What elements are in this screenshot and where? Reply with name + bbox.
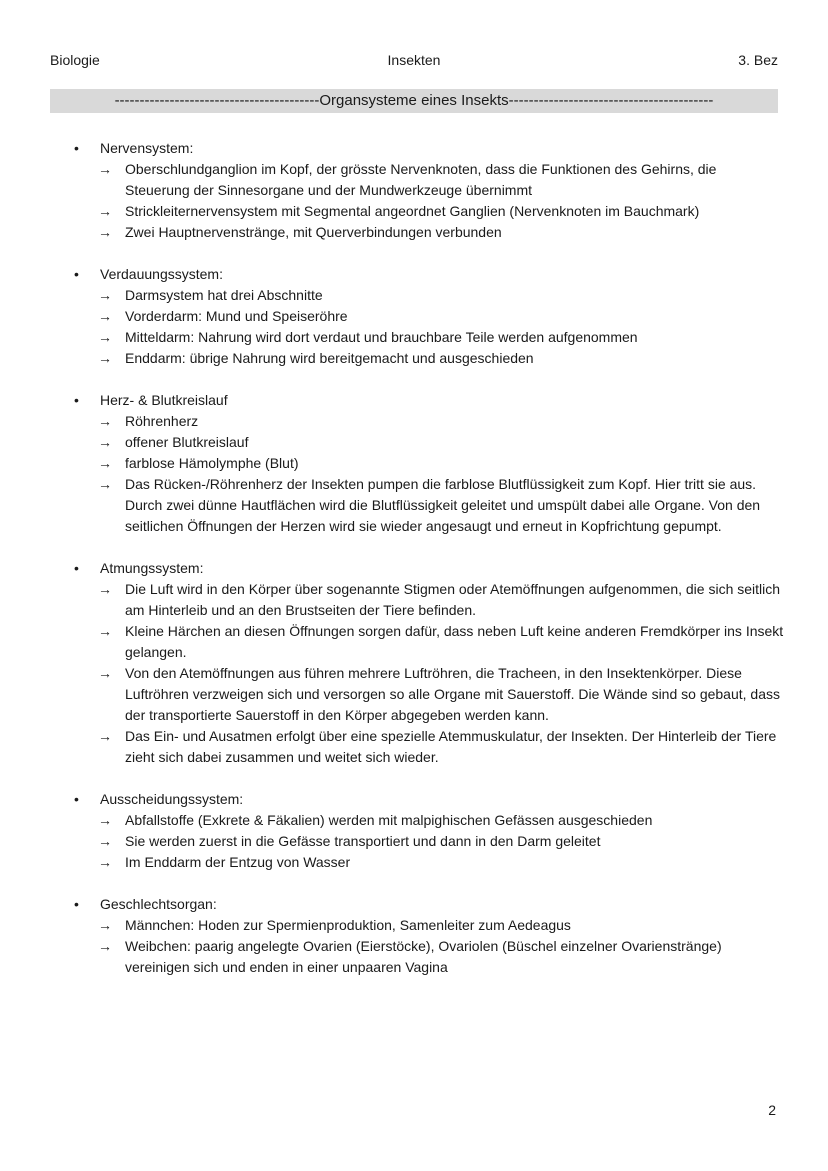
- list-item-text: Das Ein- und Ausatmen erfolgt über eine spezielle Atemmuskulatur, der Insekten. Der Hinterleib der Tiere zieht sich dabei zusammen und weitet sich wieder.: [125, 728, 777, 765]
- arrow-right-icon: →: [98, 413, 112, 429]
- list-item-text: Sie werden zuerst in die Gefässe transportiert und dann in den Darm geleitet: [125, 833, 601, 849]
- arrow-right-icon: →: [98, 665, 112, 681]
- arrow-right-icon: →: [98, 833, 112, 849]
- list-item-text: Abfallstoffe (Exkrete & Fäkalien) werden mit malpighischen Gefässen ausgeschieden: [125, 812, 653, 828]
- section: [74, 789, 784, 873]
- list-item-text: Kleine Härchen an diesen Öffnungen sorgen dafür, dass neben Luft keine anderen Fremdkörper ins Insekt gelangen.: [125, 623, 784, 660]
- list-item: [98, 579, 784, 621]
- list-item-text: Strickleiternervensystem mit Segmental angeordnet Ganglien (Nervenknoten im Bauchmark): [125, 203, 700, 219]
- section-heading: [74, 558, 784, 579]
- section-heading: [74, 894, 784, 915]
- list-item-text: Darmsystem hat drei Abschnitte: [125, 287, 323, 303]
- document-body: [74, 138, 784, 999]
- list-item: [98, 432, 784, 453]
- section-heading: [74, 264, 784, 285]
- section-heading-text: Nervensystem:: [100, 140, 194, 156]
- section-heading-text: Herz- & Blutkreislauf: [100, 392, 228, 408]
- section-heading-text: Verdauungssystem:: [100, 266, 223, 282]
- list-item-text: Oberschlundganglion im Kopf, der grösste Nervenknoten, dass die Funktionen des Gehirns, die Steuerung der Sinnesorgane und der Mundwerkzeuge übernimmt: [125, 161, 717, 198]
- list-item-text: farblose Hämolymphe (Blut): [125, 455, 299, 471]
- section-heading-text: Geschlechtsorgan:: [100, 896, 217, 912]
- arrow-right-icon: →: [98, 161, 112, 177]
- arrow-right-icon: →: [98, 623, 112, 639]
- list-item: [98, 306, 784, 327]
- list-item: [98, 936, 784, 978]
- list-item-text: Männchen: Hoden zur Spermienproduktion, Samenleiter zum Aedeagus: [125, 917, 571, 933]
- list-item: [98, 159, 784, 201]
- list-item-text: Enddarm: übrige Nahrung wird bereitgemacht und ausgeschieden: [125, 350, 534, 366]
- bullet-icon: •: [74, 266, 79, 282]
- list-item-text: offener Blutkreislauf: [125, 434, 249, 450]
- section-heading-text: Atmungssystem:: [100, 560, 204, 576]
- section-item-list: [74, 915, 784, 978]
- bullet-icon: •: [74, 896, 79, 912]
- list-item: [98, 348, 784, 369]
- arrow-right-icon: →: [98, 581, 112, 597]
- arrow-right-icon: →: [98, 329, 112, 345]
- section-heading: [74, 789, 784, 810]
- list-item: [98, 726, 784, 768]
- page-title: -----------------------------------------Organsysteme eines Insekts-----------------------------------------: [50, 89, 778, 113]
- header-subject: Biologie: [50, 52, 100, 68]
- list-item-text: Weibchen: paarig angelegte Ovarien (Eierstöcke), Ovariolen (Büschel einzelner Ovarienstränge) vereinigen sich und enden in einer unpaaren Vagina: [125, 938, 722, 975]
- section: [74, 894, 784, 978]
- list-item: [98, 831, 784, 852]
- arrow-right-icon: →: [98, 854, 112, 870]
- list-item: [98, 285, 784, 306]
- list-item-text: Im Enddarm der Entzug von Wasser: [125, 854, 351, 870]
- arrow-right-icon: →: [98, 455, 112, 471]
- section-heading: [74, 390, 784, 411]
- list-item-text: Mitteldarm: Nahrung wird dort verdaut und brauchbare Teile werden aufgenommen: [125, 329, 638, 345]
- arrow-right-icon: →: [98, 224, 112, 240]
- bullet-icon: •: [74, 791, 79, 807]
- section-item-list: [74, 159, 784, 243]
- bullet-icon: •: [74, 140, 79, 156]
- section-item-list: [74, 810, 784, 873]
- header-class: 3. Bez: [738, 52, 778, 68]
- section-heading: [74, 138, 784, 159]
- arrow-right-icon: →: [98, 350, 112, 366]
- arrow-right-icon: →: [98, 308, 112, 324]
- list-item-text: Vorderdarm: Mund und Speiseröhre: [125, 308, 348, 324]
- arrow-right-icon: →: [98, 434, 112, 450]
- bullet-icon: •: [74, 392, 79, 408]
- list-item: [98, 411, 784, 432]
- list-item: [98, 852, 784, 873]
- section: [74, 558, 784, 768]
- section: [74, 390, 784, 537]
- bullet-icon: •: [74, 560, 79, 576]
- section: [74, 138, 784, 243]
- list-item: [98, 474, 784, 537]
- list-item: [98, 201, 784, 222]
- arrow-right-icon: →: [98, 287, 112, 303]
- page-header: [50, 52, 778, 72]
- arrow-right-icon: →: [98, 938, 112, 954]
- header-topic: Insekten: [387, 52, 441, 68]
- list-item: [98, 222, 784, 243]
- section-item-list: [74, 285, 784, 369]
- arrow-right-icon: →: [98, 812, 112, 828]
- list-item: [98, 810, 784, 831]
- arrow-right-icon: →: [98, 203, 112, 219]
- list-item: [98, 453, 784, 474]
- list-item: [98, 663, 784, 726]
- arrow-right-icon: →: [98, 476, 112, 492]
- list-item: [98, 621, 784, 663]
- list-item: [98, 915, 784, 936]
- arrow-right-icon: →: [98, 728, 112, 744]
- page-number: 2: [768, 1102, 776, 1118]
- section: [74, 264, 784, 369]
- section-heading-text: Ausscheidungssystem:: [100, 791, 244, 807]
- list-item: [98, 327, 784, 348]
- list-item-text: Röhrenherz: [125, 413, 199, 429]
- list-item-text: Das Rücken-/Röhrenherz der Insekten pumpen die farblose Blutflüssigkeit zum Kopf. Hier tritt sie aus. Durch zwei dünne Hautflächen wird die Blutflüssigkeit geleitet und umspült dabei alle Organe. Von den seitlichen Öffnungen der Herzen wird sie wieder angesaugt und erneut in Kopfrichtung gepumpt.: [125, 476, 761, 534]
- section-item-list: [74, 579, 784, 768]
- list-item-text: Zwei Hauptnervenstränge, mit Querverbindungen verbunden: [125, 224, 502, 240]
- section-item-list: [74, 411, 784, 537]
- list-item-text: Die Luft wird in den Körper über sogenannte Stigmen oder Atemöffnungen aufgenommen, die sich seitlich am Hinterleib und an den Brustseiten der Tiere befinden.: [125, 581, 781, 618]
- arrow-right-icon: →: [98, 917, 112, 933]
- list-item-text: Von den Atemöffnungen aus führen mehrere Luftröhren, die Tracheen, in den Insektenkörper. Diese Luftröhren verzweigen sich und versorgen so alle Organe mit Sauerstoff. Die Wände sind so gebaut, dass der transportierte Sauerstoff in den Körper abgegeben werden kann.: [125, 665, 780, 723]
